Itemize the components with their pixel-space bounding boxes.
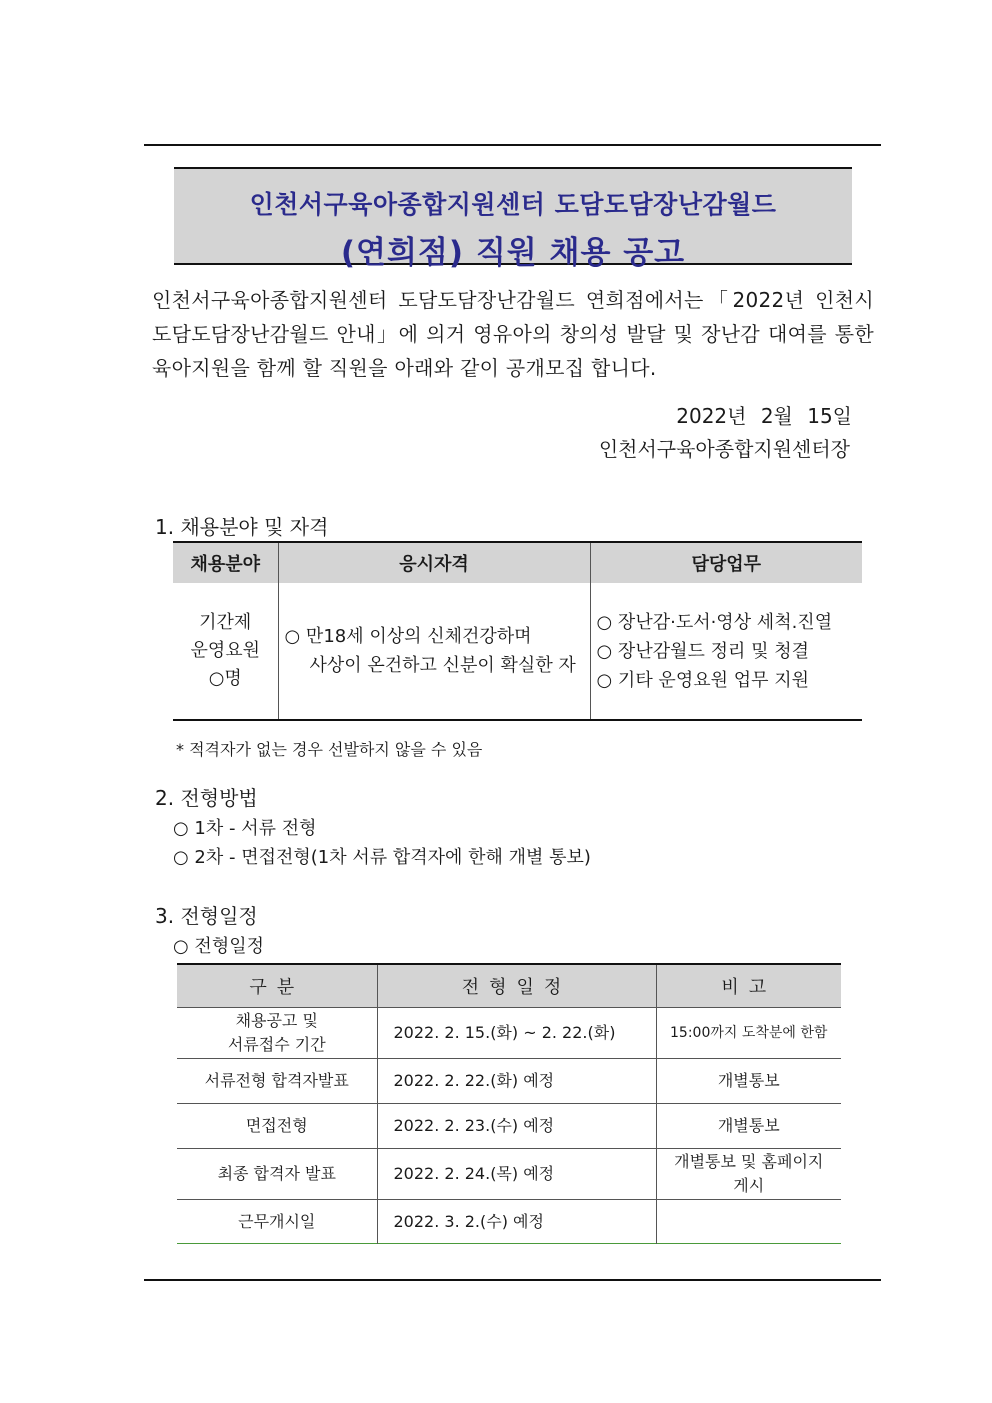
field-line: 운영요원 xyxy=(190,640,261,661)
category-cell xyxy=(177,1104,377,1149)
section-2-heading: 2. 전형방법 xyxy=(155,786,258,810)
field-line: ○명 xyxy=(208,668,242,689)
selection-note: * 적격자가 없는 경우 선발하지 않을 수 있음 xyxy=(176,740,483,759)
qualification-line: ○ 만18세 이상의 신체건강하며 xyxy=(284,626,532,647)
table-row xyxy=(177,1104,841,1149)
recruitment-table xyxy=(173,541,862,721)
field-cell xyxy=(173,583,278,720)
bottom-rule xyxy=(144,1279,881,1281)
section-1-heading: 1. 채용분야 및 자격 xyxy=(155,515,329,539)
schedule-subheading: ○ 전형일정 xyxy=(173,936,264,957)
table-row xyxy=(177,1200,841,1244)
intro-paragraph: 인천서구육아종합지원센터 도담도담장난감월드 연희점에서는「2022년 인천시 도담도담장난감월드 안내」에 의거 영유아의 창의성 발달 및 장난감 대여를 통한 육아지원을 함께 할 직원을 아래와 같이 공개모집 합니다. xyxy=(152,288,874,380)
duty-item: ○ 장난감·도서·영상 세척.진열 xyxy=(596,611,833,633)
category-cell xyxy=(177,1008,377,1059)
header-category: 구분 xyxy=(177,964,377,1008)
title-line-1: 인천서구육아종합지원센터 도담도담장난감월드 xyxy=(249,190,777,219)
remark-line: 개별통보 xyxy=(717,1116,780,1135)
header-duties: 담당업무 xyxy=(590,542,862,583)
section-3-heading: 3. 전형일정 xyxy=(155,904,258,928)
schedule-cell: 2022. 2. 22.(화) 예정 xyxy=(377,1059,656,1104)
title-box xyxy=(174,167,852,271)
qualification-cell xyxy=(278,583,590,720)
remark-cell xyxy=(656,1200,841,1244)
schedule-cell: 2022. 2. 15.(화) ~ 2. 22.(화) xyxy=(377,1008,656,1059)
qualification-line: 사상이 온건하고 신분이 확실한 자 xyxy=(309,655,576,676)
schedule-cell: 2022. 2. 23.(수) 예정 xyxy=(377,1104,656,1149)
category-cell xyxy=(177,1200,377,1244)
header-qualification: 응시자격 xyxy=(278,542,590,583)
duties-cell xyxy=(590,583,862,720)
field-line: 기간제 xyxy=(199,612,252,633)
issuer: 인천서구육아종합지원센터장 xyxy=(598,437,850,461)
top-rule xyxy=(144,144,881,146)
schedule-cell: 2022. 2. 24.(목) 예정 xyxy=(377,1149,656,1200)
announcement-date: 2022년 2월 15일 xyxy=(676,404,852,428)
remark-line: 게시 xyxy=(733,1176,765,1195)
category-line: 채용공고 및 xyxy=(235,1011,318,1030)
duty-item: ○ 기타 운영요원 업무 지원 xyxy=(596,669,809,691)
remark-line: 개별통보 및 홈페이지 xyxy=(674,1152,824,1171)
header-field: 채용분야 xyxy=(173,542,278,583)
category-line: 서류접수 기간 xyxy=(227,1035,326,1054)
table-row xyxy=(177,1149,841,1200)
table-row xyxy=(177,1059,841,1104)
remark-cell xyxy=(656,1008,841,1059)
header-remark: 비고 xyxy=(656,964,841,1008)
category-line: 서류전형 합격자발표 xyxy=(204,1071,349,1090)
header-schedule: 전형일정 xyxy=(377,964,656,1008)
remark-cell xyxy=(656,1059,841,1104)
method-item: ○ 1차 - 서류 전형 xyxy=(173,818,317,839)
method-item: ○ 2차 - 면접전형(1차 서류 합격자에 한해 개별 통보) xyxy=(173,847,591,868)
title-line-2: (연희점) 직원 채용 공고 xyxy=(340,235,686,271)
category-line: 최종 합격자 발표 xyxy=(217,1164,336,1183)
category-line: 면접전형 xyxy=(245,1116,308,1135)
remark-line: 15:00까지 도착분에 한함 xyxy=(670,1025,828,1041)
table-row xyxy=(173,583,862,720)
category-cell xyxy=(177,1149,377,1200)
category-line: 근무개시일 xyxy=(238,1211,316,1231)
schedule-cell: 2022. 3. 2.(수) 예정 xyxy=(377,1200,656,1244)
remark-cell xyxy=(656,1149,841,1200)
duty-item: ○ 장난감월드 정리 및 청결 xyxy=(596,640,809,662)
remark-cell xyxy=(656,1104,841,1149)
schedule-table xyxy=(177,963,841,1244)
category-cell xyxy=(177,1059,377,1104)
table-row xyxy=(177,1008,841,1059)
remark-line: 개별통보 xyxy=(717,1071,780,1090)
